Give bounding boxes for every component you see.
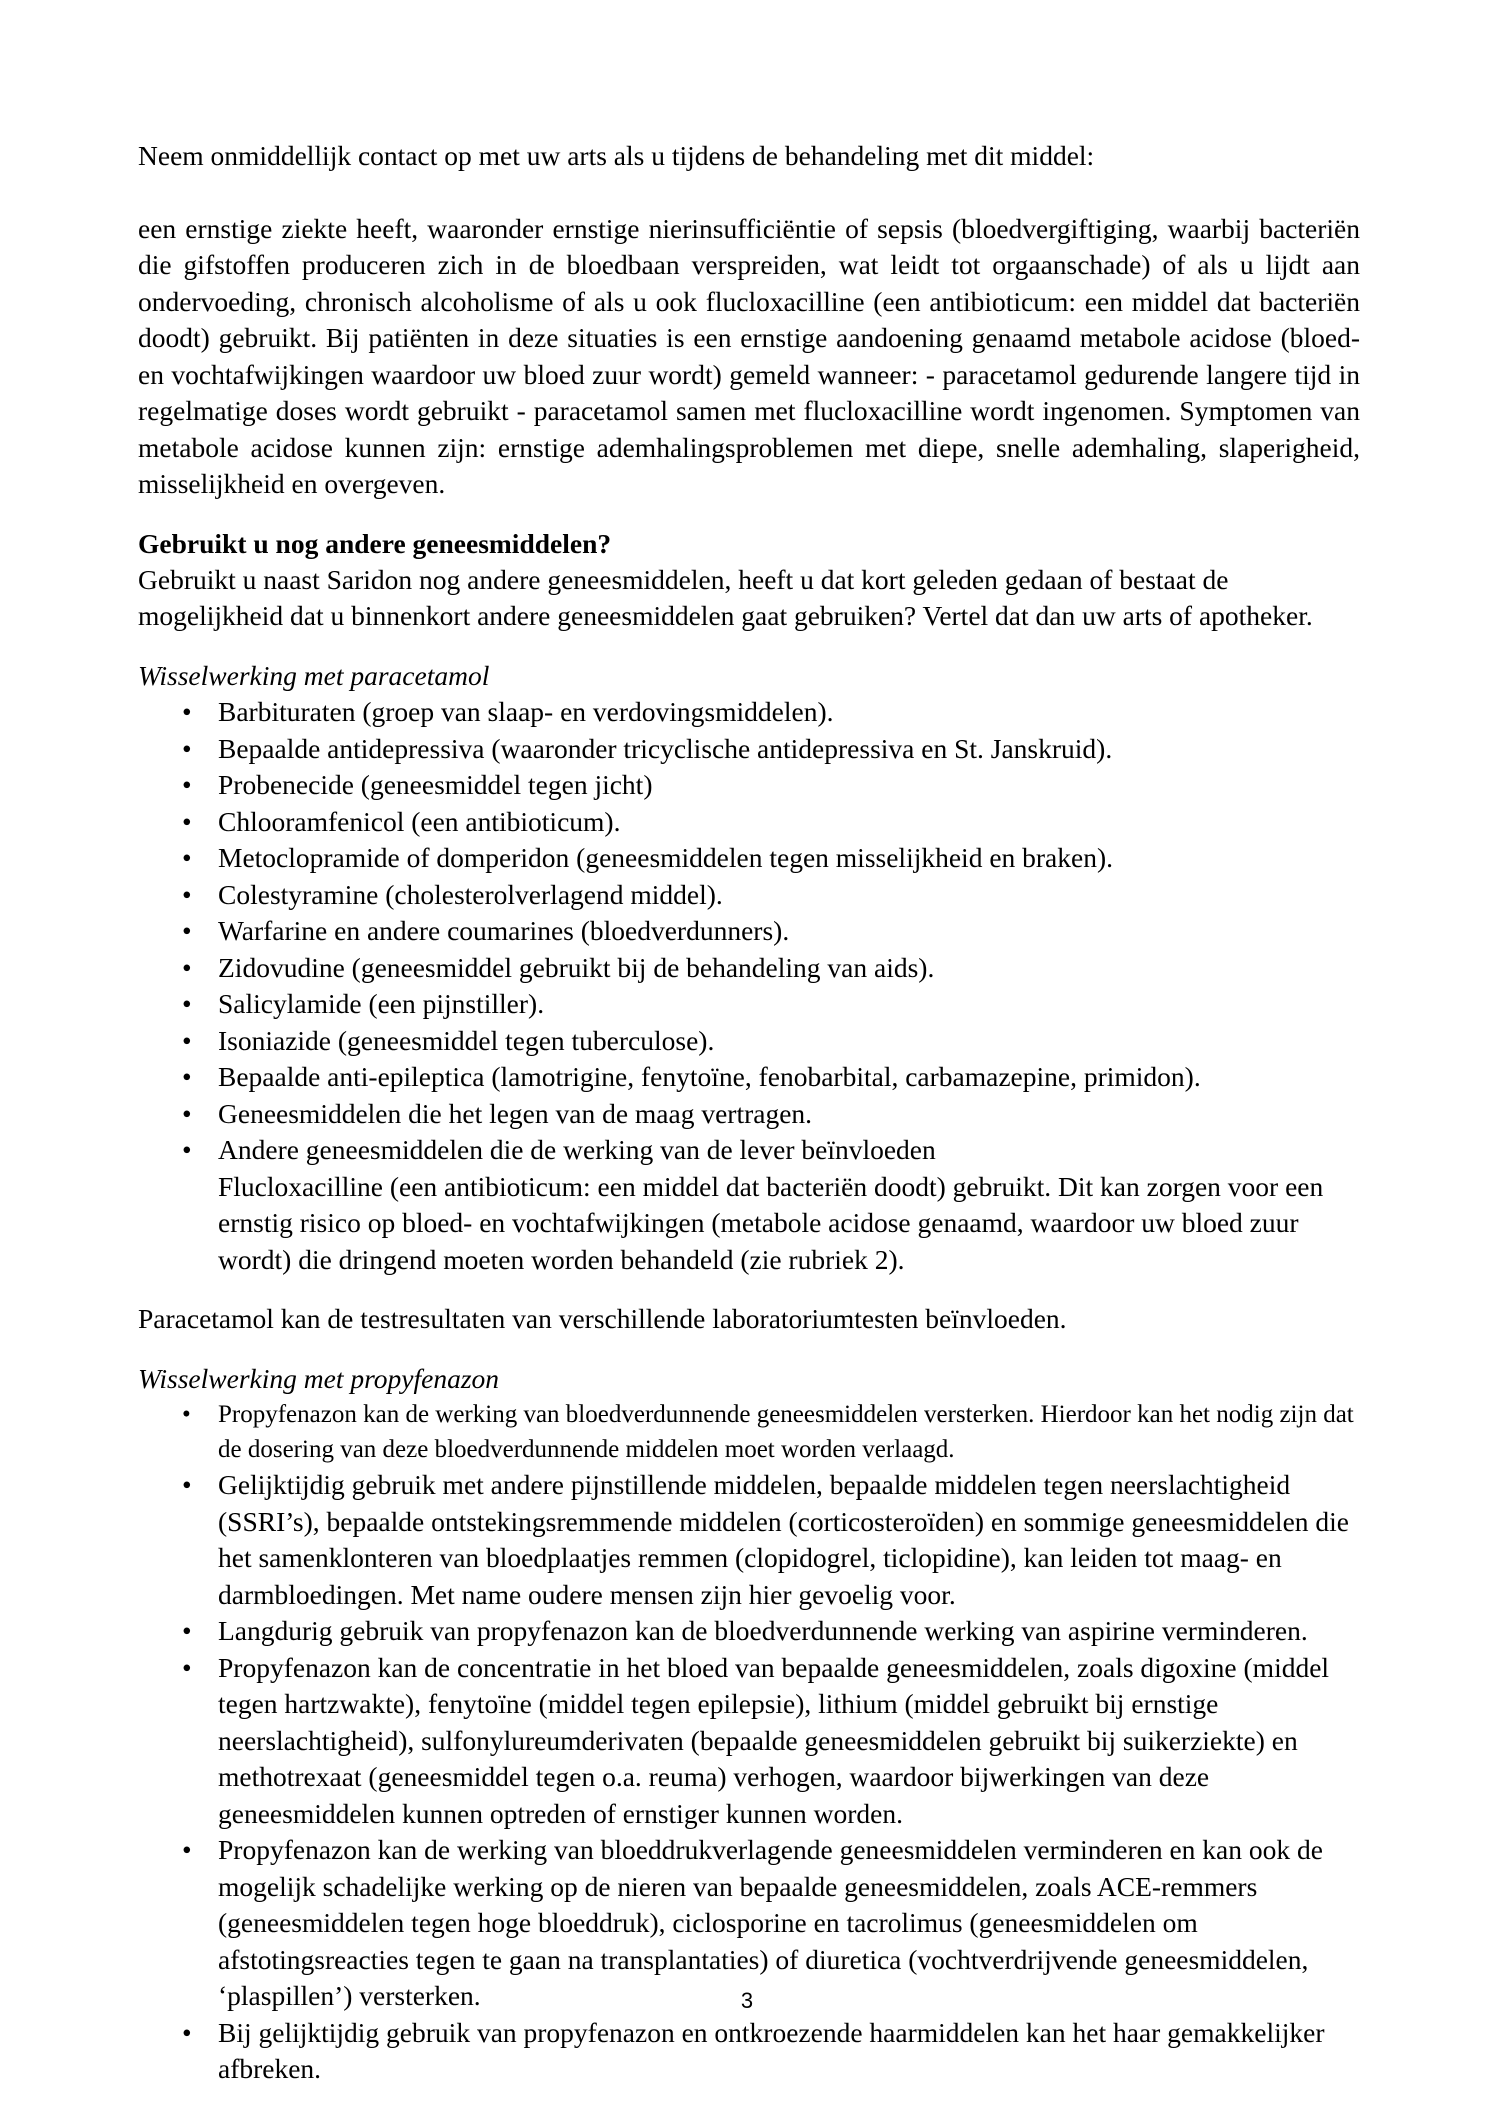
spacer xyxy=(138,635,1360,658)
list-item-label: Propyfenazon kan de werking van bloedverdunnende geneesmiddelen versterken. Hierdoor kan het nodig zijn dat de dosering van deze bloedverdunnende middelen moet worden verlaagd. xyxy=(218,1401,1354,1463)
propyfenazon-subheading: Wisselwerking met propyfenazon xyxy=(138,1362,500,1394)
list-item-label: Zidovudine (geneesmiddel gebruikt bij de behandeling van aids). xyxy=(218,951,935,983)
other-medicines-heading: Gebruikt u nog andere geneesmiddelen? xyxy=(138,527,612,559)
list-item-label: Bij gelijktijdig gebruik van propyfenazon en ontkroezende haarmiddelen kan het haar gemakkelijker afbreken. xyxy=(218,2016,1325,2084)
bullet-icon: • xyxy=(182,1061,192,1092)
list-item xyxy=(138,1613,1360,1650)
list-item-label: Salicylamide (een pijnstiller). xyxy=(218,988,545,1019)
page-content xyxy=(138,138,1360,2088)
bullet-icon: • xyxy=(182,696,192,727)
list-item xyxy=(138,731,1360,768)
list-item xyxy=(138,694,1360,731)
bullet-icon: • xyxy=(182,732,192,764)
propyfenazon-first-bullet-list xyxy=(138,1397,1360,1467)
list-item-label: Isoniazide (geneesmiddel tegen tuberculose). xyxy=(218,1024,715,1056)
bullet-icon: • xyxy=(182,2016,192,2048)
list-item xyxy=(138,950,1360,987)
spacer xyxy=(138,1338,1360,1361)
spacer xyxy=(138,1278,1360,1301)
page-number: 3 xyxy=(740,1988,754,2013)
list-item-label: Probenecide (geneesmiddel tegen jicht) xyxy=(218,769,653,800)
list-item-label: Gelijktijdig gebruik met andere pijnstillende middelen, bepaalde middelen tegen neerslachtigheid (SSRI’s), bepaalde ontstekingsremmende middelen (corticosteroïden) en sommige geneesmiddelen die het samenklonteren van bloedplaatjes remmen (clopidogrel, ticlopidine), kan leiden tot maag- en darmbloedingen. Met name oudere mensen zijn hier gevoelig voor. xyxy=(218,1469,1350,1610)
list-item xyxy=(138,767,1360,804)
list-item xyxy=(138,877,1360,914)
bullet-icon: • xyxy=(182,988,192,1019)
list-item xyxy=(138,804,1360,841)
bullet-icon: • xyxy=(182,1615,192,1646)
bullet-icon: • xyxy=(182,1651,192,1683)
list-item-label: Andere geneesmiddelen die de werking van de lever beïnvloeden xyxy=(218,1134,936,1165)
spacer xyxy=(138,175,1360,211)
bullet-icon: • xyxy=(182,769,192,800)
list-item-label: Warfarine en andere coumarines (bloedverdunners). xyxy=(218,915,790,946)
bullet-icon: • xyxy=(182,878,192,910)
list-item xyxy=(138,2015,1360,2088)
paracetamol-bullet-list xyxy=(138,694,1360,1278)
list-item-label: Metoclopramide of domperidon (geneesmiddelen tegen misselijkheid en braken). xyxy=(218,842,1113,873)
list-item xyxy=(138,1059,1360,1096)
bullet-icon: • xyxy=(182,1401,191,1428)
list-item xyxy=(138,913,1360,950)
list-item xyxy=(138,1397,1360,1467)
list-item-label: Propyfenazon kan de werking van bloeddrukverlagende geneesmiddelen verminderen en kan ook de mogelijk schadelijke werking op de nieren van bepaalde geneesmiddelen, zoals ACE-remmers (geneesmiddelen tegen hoge bloeddruk), ciclosporine en tacrolimus (geneesmiddelen om afstotingsreacties tegen te gaan na transplantaties) of diuretica (vochtverdrijvende geneesmiddelen, ‘plaspillen’) versterken. xyxy=(218,1834,1323,2011)
bullet-icon: • xyxy=(182,842,192,873)
list-item-label: Barbituraten (groep van slaap- en verdovingsmiddelen). xyxy=(218,696,834,727)
bullet-icon: • xyxy=(182,1097,192,1129)
list-item-label: Langdurig gebruik van propyfenazon kan de bloedverdunnende werking van aspirine verminderen. xyxy=(218,1615,1308,1646)
list-item-label: Chlooramfenicol (een antibioticum). xyxy=(218,805,621,837)
list-item xyxy=(138,1132,1360,1278)
list-item-label: Propyfenazon kan de concentratie in het bloed van bepaalde geneesmiddelen, zoals digoxine (middel tegen hartzwakte), fenytoïne (middel tegen epilepsie), lithium (middel gebruikt bij ernstige neerslachtigheid), sulfonylureumderivaten (bepaalde geneesmiddelen gebruikt bij suikerziekte) en methotrexaat (geneesmiddel tegen o.a. reuma) verhogen, waardoor bijwerkingen van deze geneesmiddelen kunnen optreden of ernstiger kunnen worden. xyxy=(218,1651,1330,1829)
bullet-icon: • xyxy=(182,1834,192,1865)
list-item xyxy=(138,986,1360,1023)
list-item-label: Colestyramine (cholesterolverlagend middel). xyxy=(218,878,723,910)
bullet-icon: • xyxy=(182,805,192,837)
other-medicines-paragraph: Gebruikt u naast Saridon nog andere geneesmiddelen, heeft u dat kort geleden gedaan of bestaat de mogelijkheid dat u binnenkort andere geneesmiddelen gaat gebruiken? Vertel dat dan uw arts of apotheker. xyxy=(138,563,1313,631)
bullet-icon: • xyxy=(182,1024,192,1056)
paracetamol-subheading: Wisselwerking met paracetamol xyxy=(138,659,490,691)
list-item xyxy=(138,1096,1360,1133)
warning-paragraph: een ernstige ziekte heeft, waaronder ernstige nierinsufficiëntie of sepsis (bloedvergiftiging, waarbij bacteriën die gifstoffen produceren zich in de bloedbaan verspreiden, wat leidt tot orgaanschade) of als u lijdt aan ondervoeding, chronisch alcoholisme of als u ook flucloxacilline (een antibioticum: een middel dat bacteriën doodt) gebruikt. Bij patiënten in deze situaties is een ernstige aandoening genaamd metabole acidose (bloed- en vochtafwijkingen waardoor uw bloed zuur wordt) gemeld wanneer: - paracetamol gedurende langere tijd in regelmatige doses wordt gebruikt - paracetamol samen met flucloxacilline wordt ingenomen. Symptomen van metabole acidose kunnen zijn: ernstige ademhalingsproblemen met diepe, snelle ademhaling, slaperigheid, misselijkheid en overgeven. xyxy=(138,212,1360,499)
spacer xyxy=(138,503,1360,526)
bullet-icon: • xyxy=(182,1134,192,1165)
paracetamol-closing-paragraph: Paracetamol kan de testresultaten van verschillende laboratoriumtesten beïnvloeden. xyxy=(138,1303,1067,1334)
list-item-label: Geneesmiddelen die het legen van de maag vertragen. xyxy=(218,1097,813,1129)
bullet-icon: • xyxy=(182,1469,192,1500)
intro-paragraph: Neem onmiddellijk contact op met uw arts als u tijdens de behandeling met dit middel: xyxy=(138,140,1095,171)
list-item xyxy=(138,840,1360,877)
list-item xyxy=(138,1650,1360,1833)
bullet-icon: • xyxy=(182,915,192,946)
list-item-label: Bepaalde anti-epileptica (lamotrigine, fenytoïne, fenobarbital, carbamazepine, primidon). xyxy=(218,1061,1201,1092)
list-item xyxy=(138,1023,1360,1060)
list-item xyxy=(138,1467,1360,1613)
list-item-label: Bepaalde antidepressiva (waaronder tricyclische antidepressiva en St. Janskruid). xyxy=(218,732,1113,764)
list-item-continuation: Flucloxacilline (een antibioticum: een middel dat bacteriën doodt) gebruikt. Dit kan zorgen voor een ernstig risico op bloed- en vochtafwijkingen (metabole acidose genaamd, waardoor uw bloed zuur wordt) die dringend moeten worden behandeld (zie rubriek 2). xyxy=(218,1170,1324,1275)
bullet-icon: • xyxy=(182,951,192,983)
